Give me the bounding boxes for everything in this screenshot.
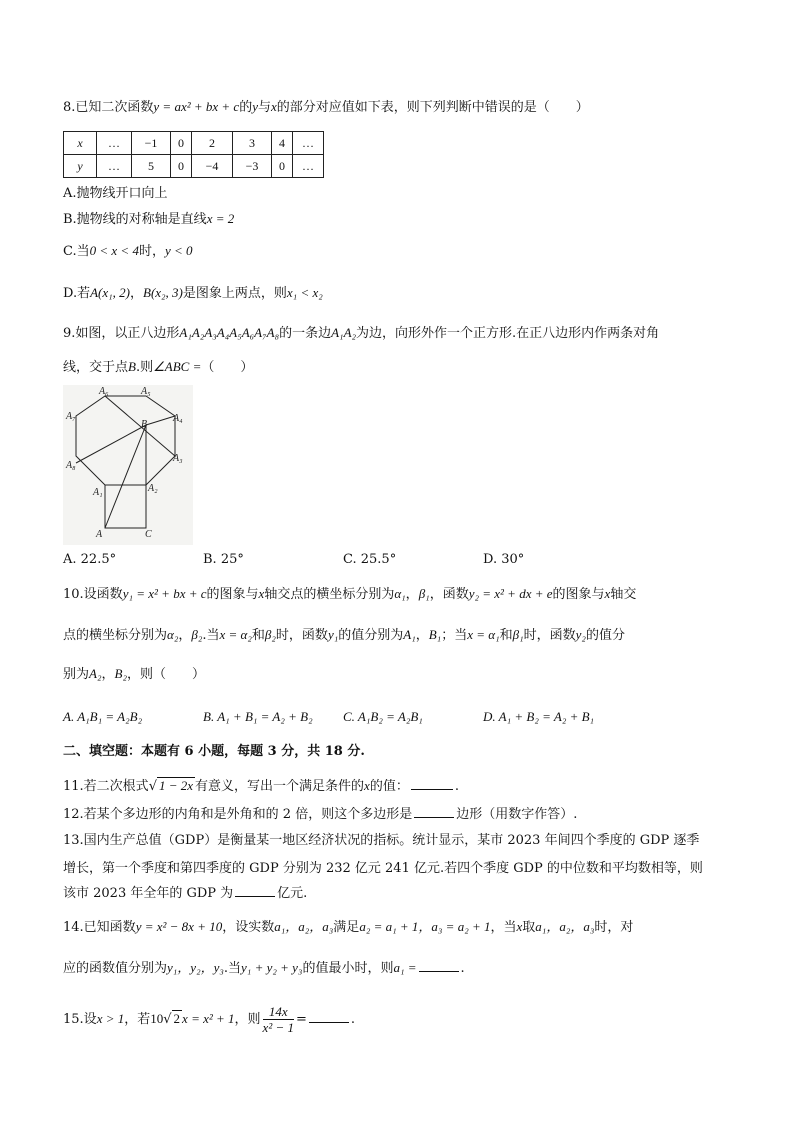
q15-radicand: 2 bbox=[173, 1011, 181, 1026]
q14-text: ，设实数 bbox=[222, 920, 275, 935]
q8-option-a-text: A.抛物线开口向上 bbox=[63, 186, 168, 201]
label-b: B bbox=[141, 419, 148, 430]
table-row bbox=[64, 155, 324, 178]
q10-beta2: β₂ bbox=[191, 627, 203, 642]
q9-option-a: A. 22.5° bbox=[63, 552, 117, 567]
q8-option-d-point-b: B(x₂, 3) bbox=[143, 285, 183, 300]
q10-sep: ， bbox=[415, 628, 429, 643]
q14-text: 时，对 bbox=[594, 920, 634, 935]
q8-value-table bbox=[63, 131, 324, 178]
q11-radicand: 1 − 2x bbox=[158, 778, 194, 793]
q14-text: 取 bbox=[522, 920, 536, 935]
table-cell: 5 bbox=[132, 155, 171, 178]
q10-option-c: C. A₁B₂ = A₂B₁ bbox=[343, 709, 423, 724]
table-cell: … bbox=[97, 155, 132, 178]
q10-y2: y₂ bbox=[575, 627, 586, 642]
q10-eq: x = α₂ bbox=[219, 627, 252, 642]
q8-option-a bbox=[63, 184, 168, 204]
q14-text: . bbox=[460, 961, 465, 976]
q10-stem-line1 bbox=[63, 584, 636, 605]
q15-numerator: 14x bbox=[263, 1004, 294, 1020]
q14-text: .当 bbox=[223, 961, 242, 976]
q14-text: 满足 bbox=[333, 920, 360, 935]
q12 bbox=[63, 805, 577, 825]
q10-stem-line2 bbox=[63, 625, 625, 646]
q10-y1: y₁ bbox=[327, 627, 339, 642]
q9-text-mid: 的一条边 bbox=[279, 326, 332, 341]
q10-text: 轴交点的横坐标分别为 bbox=[264, 587, 395, 602]
q8-var-x: x bbox=[271, 99, 277, 114]
q8-option-c-mid: 时， bbox=[138, 244, 165, 259]
q14-text: ，当 bbox=[490, 920, 517, 935]
q15-text: 15.设 bbox=[63, 1012, 97, 1027]
q9-angle: ∠ABC = bbox=[153, 359, 202, 374]
q14-var-x: x bbox=[516, 919, 523, 934]
q10-sep: ， bbox=[178, 628, 192, 643]
q14-sum: y₁ + y₂ + y₃ bbox=[241, 960, 303, 975]
q10-text: ；当 bbox=[441, 628, 468, 643]
label-c: C bbox=[145, 529, 152, 540]
label-a6: A₆ bbox=[99, 386, 109, 397]
label-a2: A₂ bbox=[148, 483, 158, 494]
q8-option-d-point-a: A(x₁, 2) bbox=[90, 285, 130, 300]
q9-octagon: A₁A₂A₃A₄A₅A₆A₇A₈ bbox=[179, 325, 280, 340]
table-cell: 2 bbox=[192, 132, 233, 155]
q10-alpha2: α₂ bbox=[167, 627, 179, 642]
table-cell: … bbox=[293, 155, 324, 178]
q14-text: 的值最小时，则 bbox=[302, 961, 394, 976]
q11-text: 11.若二次根式 bbox=[63, 779, 149, 794]
q15-text: ，若 bbox=[124, 1012, 151, 1027]
q8-text-yu: 与 bbox=[258, 100, 272, 115]
q10-text: 10.设函数 bbox=[63, 587, 123, 602]
table-cell: 0 bbox=[171, 132, 192, 155]
q12-text: 12.若某个多边形的内角和是外角和的 2 倍，则这个多边形是 bbox=[63, 807, 413, 822]
q10-A1: A₁ bbox=[403, 627, 416, 642]
q10-text: 点的横坐标分别为 bbox=[63, 628, 168, 643]
q11-answer-blank[interactable] bbox=[411, 777, 453, 790]
q10-text: 别为 bbox=[63, 667, 90, 682]
q14-eq2: a₂ = a₁ + 1，a₃ = a₂ + 1 bbox=[359, 919, 491, 934]
q8-option-c-eq: 0 < x < 4 bbox=[89, 243, 139, 258]
table-cell: 0 bbox=[171, 155, 192, 178]
q10-text: ，则（ ） bbox=[126, 667, 205, 682]
q10-B1: B₁ bbox=[428, 627, 442, 642]
q8-option-c-text: C.当 bbox=[63, 244, 90, 259]
q10-text: 的图象与 bbox=[552, 587, 605, 602]
q14-eq: y = x² − 8x + 10 bbox=[135, 919, 223, 934]
q8-stem-post: 的部分对应值如下表，则下列判断中错误的是（ ） bbox=[276, 100, 589, 115]
q10-text: ，函数 bbox=[429, 587, 469, 602]
q11-text: 有意义，写出一个满足条件的 bbox=[195, 779, 365, 794]
label-a7: A₇ bbox=[66, 411, 76, 422]
q15-eqsign: = bbox=[296, 1012, 307, 1027]
q8-equation: y = ax² + bx + c bbox=[153, 99, 240, 114]
q8-option-d-sep: ， bbox=[129, 286, 143, 301]
q14-text: 14.已知函数 bbox=[63, 920, 136, 935]
q8-option-b-eq: x = 2 bbox=[206, 211, 235, 226]
q13-line1: 13.国内生产总值（GDP）是衡量某一地区经济状况的指标。统计显示，某市 2023 年间四个季度的 GDP 逐季 bbox=[63, 833, 700, 848]
q10-sep: ， bbox=[101, 667, 115, 682]
q11-text: 的值： bbox=[369, 779, 409, 794]
label-a8: A₈ bbox=[66, 460, 76, 471]
q8-var-y: y bbox=[252, 99, 258, 114]
q11-text: . bbox=[454, 779, 459, 794]
q10-stem-line3 bbox=[63, 664, 205, 685]
q14-a1: a₁ = bbox=[393, 960, 417, 975]
q15-fraction bbox=[263, 1004, 294, 1035]
q15-cond: x > 1 bbox=[96, 1011, 125, 1026]
table-cell: … bbox=[97, 132, 132, 155]
q15: 15.设x > 1，若10√ 2 x = x² + 1，则 $\frac{14x}{\text{x² − 1}}$ = . bbox=[63, 1004, 356, 1035]
q9-side: A₁A₂ bbox=[331, 325, 357, 340]
q8-option-c bbox=[63, 241, 193, 262]
q12-answer-blank[interactable] bbox=[414, 805, 454, 818]
q10-option-a: A. A₁B₁ = A₂B₂ bbox=[63, 709, 143, 724]
q9-text2-mid: .则 bbox=[135, 360, 154, 375]
q8-option-d-mid: 是图象上两点，则 bbox=[182, 286, 287, 301]
section-heading: 二、填空题：本题有 6 小题，每题 3 分，共 18 分. bbox=[63, 744, 365, 759]
table-cell: −1 bbox=[132, 132, 171, 155]
q9-option-d: D. 30° bbox=[483, 552, 525, 567]
q15-eq: x = x² + 1 bbox=[182, 1011, 235, 1026]
q8-option-b bbox=[63, 209, 234, 230]
q10-text: 和 bbox=[499, 628, 513, 643]
q10-text: 的图象与 bbox=[206, 587, 259, 602]
q13-text: 该市 2023 年全年的 GDP 为 bbox=[63, 886, 234, 901]
q8-option-d bbox=[63, 283, 323, 304]
q9-option-b: B. 25° bbox=[203, 552, 244, 567]
q9-text: 9.如图，以正八边形 bbox=[63, 326, 180, 341]
q14-answer-blank[interactable] bbox=[419, 959, 459, 972]
table-cell: −3 bbox=[233, 155, 272, 178]
q8-option-d-eq: x₁ < x₂ bbox=[286, 285, 323, 300]
q10-sep: ， bbox=[405, 587, 419, 602]
label-a4: A₄ bbox=[173, 413, 183, 424]
table-cell: 0 bbox=[272, 155, 293, 178]
figure-background bbox=[63, 385, 193, 545]
q10-text: .当 bbox=[202, 628, 220, 643]
q13-line2: 增长，第一个季度和第四季度的 GDP 分别为 232 亿元 241 亿元.若四个季度 GDP 的中位数和平均数相等，则 bbox=[63, 861, 703, 876]
q10-text: 的值分 bbox=[585, 628, 625, 643]
q14-text: 应的函数值分别为 bbox=[63, 961, 168, 976]
q10-option-d: D. A₁ + B₂ = A₂ + B₁ bbox=[483, 709, 595, 724]
q14-y-vars: y₁，y₂，y₃ bbox=[167, 960, 224, 975]
q10-A2: A₂ bbox=[89, 666, 102, 681]
q15-text: ，则 bbox=[234, 1012, 261, 1027]
q9-octagon-figure bbox=[63, 385, 193, 545]
table-row bbox=[64, 132, 324, 155]
q15-coef: 10 bbox=[150, 1011, 164, 1026]
q9-text2-post: （ ） bbox=[201, 360, 254, 375]
q10-beta1: β₁ bbox=[418, 586, 430, 601]
q13-line3 bbox=[63, 884, 307, 904]
q9-stem-line1 bbox=[63, 323, 659, 344]
q9-text-post: 为边，向形外作一个正方形.在正八边形内作两条对角 bbox=[356, 326, 660, 341]
q14-vars: a₁，a₂，a₃ bbox=[274, 919, 334, 934]
q9-text2: 线，交于点 bbox=[63, 360, 129, 375]
q14-line1 bbox=[63, 917, 633, 938]
q11-var-x: x bbox=[364, 778, 370, 793]
q10-var-x: x bbox=[604, 586, 611, 601]
q13-answer-blank[interactable] bbox=[235, 884, 275, 897]
q9-point-b: B bbox=[128, 359, 136, 374]
table-cell: 4 bbox=[272, 132, 293, 155]
q10-text: 时，函数 bbox=[523, 628, 576, 643]
q14-line2 bbox=[63, 958, 465, 979]
q10-y1: y₁ = x² + bx + c bbox=[122, 586, 207, 601]
label-a1: A₁ bbox=[93, 487, 103, 498]
q10-eq: x = α₁ bbox=[467, 627, 500, 642]
table-cell: x bbox=[64, 132, 97, 155]
q10-var-x: x bbox=[258, 586, 265, 601]
table-cell: … bbox=[293, 132, 324, 155]
table-cell: 3 bbox=[233, 132, 272, 155]
label-a3: A₃ bbox=[173, 453, 183, 464]
q10-beta1: β₁ bbox=[512, 627, 524, 642]
q10-beta2: β₂ bbox=[264, 627, 276, 642]
label-a5: A₅ bbox=[141, 386, 151, 397]
q10-text: 和 bbox=[251, 628, 265, 643]
q14-vars: a₁，a₂，a₃ bbox=[535, 919, 595, 934]
q13-text: 亿元. bbox=[277, 886, 308, 901]
q12-text: 边形（用数字作答）. bbox=[456, 807, 578, 822]
q10-text: 的值分别为 bbox=[338, 628, 404, 643]
q10-option-b: B. A₁ + B₁ = A₂ + B₂ bbox=[203, 709, 313, 724]
label-a: A bbox=[96, 529, 103, 540]
q8-stem-text: 8.已知二次函数 bbox=[63, 100, 154, 115]
q10-y2: y₂ = x² + dx + e bbox=[468, 586, 553, 601]
table-cell: −4 bbox=[192, 155, 233, 178]
q10-alpha1: α₁ bbox=[394, 586, 406, 601]
q15-denominator: x² − 1 bbox=[262, 1020, 294, 1035]
q15-answer-blank[interactable] bbox=[309, 1010, 349, 1023]
q10-text: 时，函数 bbox=[275, 628, 328, 643]
table-cell: y bbox=[64, 155, 97, 178]
q15-text: . bbox=[350, 1012, 356, 1027]
q8-option-c-eq2: y < 0 bbox=[164, 243, 193, 258]
q9-option-c: C. 25.5° bbox=[343, 552, 397, 567]
q10-text: 轴交 bbox=[610, 587, 637, 602]
q8-stem bbox=[63, 97, 589, 118]
q11: 11.若二次根式√ 1 − 2x 有意义，写出一个满足条件的x的值： . bbox=[63, 778, 459, 794]
q10-B2: B₂ bbox=[114, 666, 127, 681]
q8-text-de: 的 bbox=[239, 100, 253, 115]
q8-option-d-text: D.若 bbox=[63, 286, 91, 301]
q8-option-b-text: B.抛物线的对称轴是直线 bbox=[63, 212, 207, 227]
q9-stem-line2 bbox=[63, 357, 253, 378]
